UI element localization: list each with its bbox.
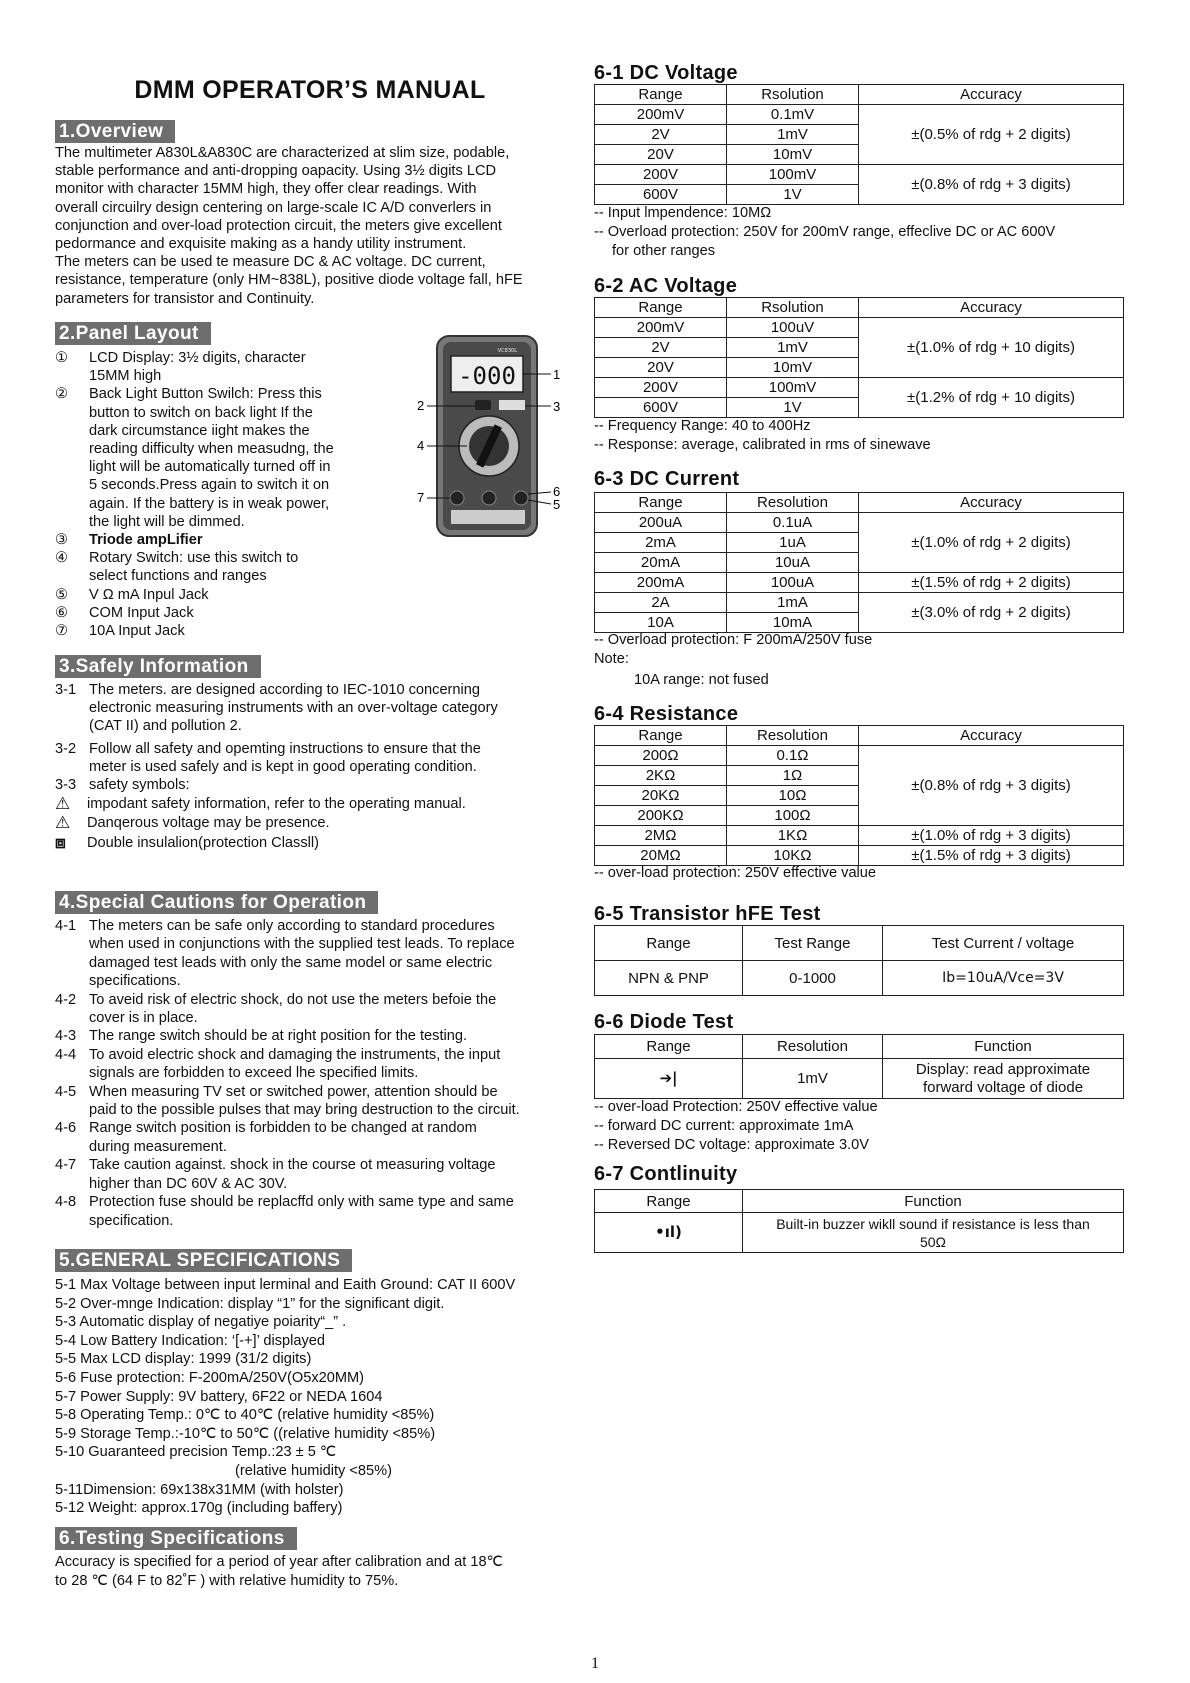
spec-line: 5-12 Weight: approx.170g (including baffery) [55, 1500, 343, 1517]
note-line: -- Response: average, calibrated in rms of sinewave [594, 437, 931, 453]
hfe-socket [499, 400, 525, 410]
table-cell: 100Ω [727, 806, 859, 826]
panel-layout-heading: 2.Panel Layout [55, 322, 211, 345]
panel-item [55, 549, 375, 585]
table-cell: 10Ω [727, 786, 859, 806]
table-cell: 1uA [727, 533, 859, 553]
table-cell: 1KΩ [727, 826, 859, 846]
accuracy-cell: ±(1.2% of rdg + 10 digits) [859, 378, 1124, 418]
note-line: 10A range: not fused [634, 672, 769, 688]
note-line: -- Overload protection: 250V for 200mV range, effeclive DC or AC 600V [594, 224, 1056, 240]
item-line: The meters can be safe only according to standard procedures [89, 918, 495, 934]
item-line: when used in conjunctions with the supplied test leads. To replace [89, 936, 515, 953]
header-cell: Rsolution [727, 298, 859, 318]
accuracy-cell: ±(1.5% of rdg + 3 digits) [859, 846, 1124, 866]
table-cell: 2MΩ [595, 826, 727, 846]
table-cell: 20V [595, 145, 727, 165]
item-number: ⑥ [55, 604, 69, 621]
item-line: Rotary Switch: use this switch to [89, 550, 299, 567]
item-line: specification. [89, 1212, 174, 1229]
safety-item [55, 740, 565, 776]
table-cell: 200mV [595, 105, 727, 125]
table-cell: 1mA [727, 593, 859, 613]
resistance-notes [594, 864, 876, 883]
caution-item [55, 1046, 565, 1083]
table-row [595, 1213, 1124, 1253]
item-line: To avoid electric shock and damaging the instruments, the input [89, 1046, 501, 1063]
note-line: -- over-load Protection: 250V effective value [594, 1099, 878, 1115]
table-cell: 0.1uA [727, 513, 859, 533]
note-line: -- over-load protection: 250V effective value [594, 865, 877, 881]
item-line: COM Input Jack [89, 604, 194, 621]
safety-heading: 3.Safely Information [55, 655, 261, 678]
item-number: ② [55, 386, 69, 403]
caution-item [55, 1083, 565, 1120]
spec-line: 5-11Dimension: 69x138x31MM (with holster) [55, 1481, 344, 1498]
callout-1: 1 [553, 367, 561, 382]
table-row [595, 573, 1124, 593]
meter-brand: VC830L [497, 348, 517, 354]
diode-test-notes [594, 1098, 878, 1155]
item-number: 4-4 [55, 1046, 77, 1063]
header-cell: Accuracy [859, 85, 1124, 105]
callout-2: 2 [417, 398, 425, 413]
table-row [595, 513, 1124, 533]
table-row [595, 378, 1124, 398]
table-cell: 200KΩ [595, 806, 727, 826]
accuracy-cell: ±(3.0% of rdg + 2 digits) [859, 593, 1124, 633]
multimeter-illustration [417, 334, 567, 538]
table-cell: 1V [727, 185, 859, 205]
note-line: -- Reversed DC voltage: approximate 3.0V [594, 1137, 869, 1153]
header-cell: Range [595, 298, 727, 318]
item-line: dark circumstance iight makes the [89, 422, 310, 439]
item-line: Range switch position is forbidden to be changed at random [89, 1120, 477, 1137]
callout-6: 6 [553, 484, 561, 499]
table-cell: 20KΩ [595, 786, 727, 806]
table-cell: 2KΩ [595, 766, 727, 786]
table-cell: 100mV [727, 165, 859, 185]
item-number: 4-6 [55, 1120, 77, 1137]
header-cell: Accuracy [859, 493, 1124, 513]
item-line: safety symbols: [89, 777, 190, 794]
panel-item [55, 349, 375, 385]
dc-voltage-notes [594, 204, 1055, 261]
spec-line: Accuracy is specified for a period of year after calibration and at 18℃ [55, 1554, 503, 1570]
resistance-title: 6-4 Resistance [594, 703, 739, 725]
item-number: 4-3 [55, 1028, 77, 1045]
item-line: select functions and ranges [89, 568, 267, 585]
item-number: ③ [55, 532, 69, 549]
table-cell: 10uA [727, 553, 859, 573]
general-spec-heading: 5.GENERAL SPECIFICATIONS [55, 1249, 352, 1272]
diode-symbol-icon: ➔| [595, 1059, 743, 1099]
function-line: Display: read approximate [915, 1060, 1091, 1078]
spec-line: 5-3 Automatic display of negatiye poiarity“_” . [55, 1314, 347, 1331]
callout-3: 3 [553, 399, 561, 414]
item-line: electronic measuring instruments with an over-voltage category [89, 700, 498, 717]
table-cell: 20V [595, 358, 727, 378]
item-number: 4-8 [55, 1194, 77, 1211]
header-cell: Resolution [727, 493, 859, 513]
dc-voltage-title: 6-1 DC Voltage [594, 62, 738, 84]
overview-line: parameters for transistor and Continuity. [55, 290, 315, 307]
header-cell: Range [595, 1190, 743, 1213]
safety-list [55, 681, 565, 853]
item-line: (CAT II) and pollution 2. [89, 718, 242, 735]
panel-item [55, 586, 375, 604]
table-cell: 600V [595, 398, 727, 418]
symbol-description: Danqerous voltage may be presence. [87, 815, 330, 832]
item-line: reading difficulty when measudng, the [89, 441, 334, 458]
overview-line: conjunction and over-load protection circuit, the meters give excellent [55, 217, 502, 234]
item-line: Protection fuse should be replacffd only with same type and same [89, 1194, 514, 1211]
v-ohm-ma-jack [514, 491, 528, 505]
panel-item [55, 385, 375, 531]
table-cell: 200V [595, 378, 727, 398]
item-line: The range switch should be at right position for the testing. [89, 1028, 468, 1045]
10a-jack [450, 491, 464, 505]
warning-triangle-icon: ⚠ [55, 794, 71, 815]
table-cell: 1Ω [727, 766, 859, 786]
header-cell: Function [883, 1035, 1124, 1059]
table-cell: 1mV [727, 338, 859, 358]
dc-current-table [594, 492, 1124, 633]
table-cell: 20mA [595, 553, 727, 573]
note-line: -- forward DC current: approximate 1mA [594, 1118, 854, 1134]
item-number: ⑦ [55, 623, 69, 640]
table-row [595, 846, 1124, 866]
table-header-row [595, 1190, 1124, 1213]
item-number: 3-3 [55, 777, 77, 794]
item-line: Back Light Button Swilch: Press this [89, 386, 322, 403]
item-line: V Ω mA Inpul Jack [89, 586, 209, 603]
item-line: Follow all safety and opemting instructions to ensure that the [89, 740, 481, 757]
table-cell: 10mV [727, 358, 859, 378]
table-cell: 2mA [595, 533, 727, 553]
header-cell: Range [595, 1035, 743, 1059]
general-spec-list [55, 1276, 565, 1518]
table-cell: 10mV [727, 145, 859, 165]
table-cell: 10mA [727, 613, 859, 633]
symbol-description: Double insulalion(protection Classll) [87, 834, 319, 851]
caution-item [55, 1193, 565, 1230]
header-cell: Range [595, 85, 727, 105]
item-line: the light will be dimmed. [89, 513, 245, 530]
table-header-row [595, 1035, 1124, 1059]
spec-line: to 28 ℃ (64 F to 82˚F ) with relative humidity to 75%. [55, 1573, 399, 1589]
item-line: paid to the possible pulses that may bring destruction to the circuit. [89, 1102, 520, 1119]
table-cell: 200mV [595, 318, 727, 338]
table-header-row [595, 493, 1124, 513]
cautions-list [55, 917, 565, 1230]
spec-line: 5-7 Power Supply: 9V battery, 6F22 or NEDA 1604 [55, 1388, 383, 1405]
spec-line: 5-4 Low Battery Indication: ‘[-+]’ displayed [55, 1332, 325, 1349]
item-number: 3-2 [55, 740, 77, 757]
table-cell: 20MΩ [595, 846, 727, 866]
table-header-row [595, 298, 1124, 318]
spec-line: 5-8 Operating Temp.: 0℃ to 40℃ (relative humidity <85%) [55, 1407, 435, 1424]
spec-line: 5-5 Max LCD display: 1999 (31/2 digits) [55, 1351, 312, 1368]
table-cell: 1mV [727, 125, 859, 145]
overview-heading: 1.Overview [55, 120, 175, 143]
symbol-description: impodant safety information, refer to the operating manual. [87, 796, 466, 813]
table-cell: 1mV [743, 1059, 883, 1099]
item-line: button to switch on back light If the [89, 404, 313, 421]
accuracy-cell: ±(1.0% of rdg + 3 digits) [859, 826, 1124, 846]
item-number: 3-1 [55, 682, 77, 698]
table-cell: 100uA [727, 573, 859, 593]
header-cell: Resolution [727, 726, 859, 746]
spec-line: 5-1 Max Voltage between input lerminal and Eaith Ground: CAT II 600V [55, 1277, 516, 1293]
callout-5: 5 [553, 497, 561, 512]
note-line: -- Input lmpendence: 10MΩ [594, 205, 772, 221]
table-cell: 600V [595, 185, 727, 205]
header-cell: Accuracy [859, 726, 1124, 746]
table-row [595, 165, 1124, 185]
table-cell: 10A [595, 613, 727, 633]
item-number: ① [55, 350, 69, 366]
page-number: 1 [591, 1655, 599, 1672]
caution-item [55, 991, 565, 1028]
table-cell: 0-1000 [743, 961, 883, 996]
table-row [595, 318, 1124, 338]
diode-test-table [594, 1034, 1124, 1099]
table-cell: 0.1Ω [727, 746, 859, 766]
item-line: 15MM high [89, 368, 162, 385]
item-line: cover is in place. [89, 1010, 198, 1027]
item-line: 10A Input Jack [89, 623, 185, 640]
overview-line: The multimeter A830L&A830C are characterized at slim size, podable, [55, 145, 510, 161]
overview-line: overall circuilry design centering on large-scale IC A/D converlers in [55, 199, 492, 216]
table-header-row [595, 926, 1124, 961]
item-number: 4-1 [55, 918, 77, 934]
ac-voltage-table [594, 297, 1124, 418]
table-header-row [595, 726, 1124, 746]
item-number: 4-5 [55, 1083, 77, 1100]
lcd-display: -000 [458, 362, 516, 390]
table-cell: 0.1mV [727, 105, 859, 125]
item-line: When measuring TV set or switched power, attention should be [89, 1083, 498, 1100]
table-cell: 200mA [595, 573, 727, 593]
header-cell: Range [595, 926, 743, 961]
testing-spec-text [55, 1553, 565, 1591]
caution-item [55, 1027, 565, 1045]
table-cell: 10KΩ [727, 846, 859, 866]
function-line: forward voltage of diode [922, 1078, 1084, 1096]
panel-layout-list [55, 349, 375, 640]
table-cell: 100mV [727, 378, 859, 398]
document-title: DMM OPERATOR’S MANUAL [134, 76, 486, 104]
header-cell: Range [595, 726, 727, 746]
item-line: To aveid risk of electric shock, do not use the meters befoie the [89, 991, 497, 1008]
table-row [595, 961, 1124, 996]
item-number: 4-7 [55, 1157, 77, 1174]
note-line: -- Frequency Range: 40 to 400Hz [594, 418, 811, 434]
overview-line: pedormance and exquisite making as a handy utility instrument. [55, 236, 467, 253]
dc-current-notes [594, 631, 872, 690]
table-row [595, 593, 1124, 613]
header-cell: Resolution [743, 1035, 883, 1059]
item-line: Triode ampLifier [89, 532, 203, 549]
accuracy-cell: ±(0.5% of rdg + 2 digits) [859, 105, 1124, 165]
spec-line: 5-6 Fuse protection: F-200mA/250V(O5x20MM) [55, 1369, 365, 1386]
overview-text [55, 144, 565, 308]
double-insulation-icon: ⧈ [55, 832, 66, 853]
table-cell: NPN & PNP [595, 961, 743, 996]
accuracy-cell: ±(1.0% of rdg + 2 digits) [859, 513, 1124, 573]
item-line: meter is used safely and is kept in good operating condition. [89, 758, 477, 775]
ac-voltage-title: 6-2 AC Voltage [594, 275, 738, 297]
caution-item [55, 1156, 565, 1193]
safety-symbol-row [55, 795, 565, 813]
overview-line: stable performance and anti-dropping oapacity. Using 3½ digits LCD [55, 163, 497, 180]
item-line: 5 seconds.Press again to switch it on [89, 477, 330, 494]
spec-line: 5-9 Storage Temp.:-10℃ to 50℃ ((relative humidity <85%) [55, 1425, 436, 1442]
table-row [595, 826, 1124, 846]
table-row [595, 746, 1124, 766]
function-line: 50Ω [919, 1233, 947, 1250]
panel-item [55, 531, 375, 549]
item-line: Take caution against. shock in the course ot measuring voltage [89, 1157, 496, 1174]
table-header-row [595, 85, 1124, 105]
overview-line: resistance, temperature (only HM~838L), positive diode voltage fall, hFE [55, 272, 523, 289]
accuracy-cell: ±(0.8% of rdg + 3 digits) [859, 165, 1124, 205]
backlight-button [475, 400, 491, 410]
item-line: again. If the battery is in weak power, [89, 495, 330, 512]
header-cell: Test Current / voltage [883, 926, 1124, 961]
diode-test-title: 6-6 Diode Test [594, 1011, 734, 1033]
panel-item [55, 622, 375, 640]
note-line: Note: [594, 651, 629, 667]
caution-item [55, 1119, 565, 1156]
function-cell [883, 1059, 1124, 1099]
item-line: during measurement. [89, 1138, 227, 1155]
item-line: LCD Display: 3½ digits, character [89, 350, 306, 366]
table-cell: 100uV [727, 318, 859, 338]
table-cell: 2A [595, 593, 727, 613]
caution-item [55, 917, 565, 991]
spec-line: (relative humidity <85%) [235, 1462, 392, 1479]
item-line: The meters. are designed according to IEC-1010 concerning [89, 682, 481, 698]
header-cell: Accuracy [859, 298, 1124, 318]
hfe-table [594, 925, 1124, 996]
table-cell: Ib=10uA/Vce=3V [883, 961, 1124, 996]
safety-item [55, 681, 565, 736]
function-line: Built-in buzzer wikll sound if resistance is less than [776, 1215, 1090, 1232]
header-cell: Function [743, 1190, 1124, 1213]
table-cell: 200Ω [595, 746, 727, 766]
item-line: light will be automatically turned off in [89, 459, 331, 476]
note-line: for other ranges [612, 243, 716, 259]
header-cell: Range [595, 493, 727, 513]
safety-item [55, 776, 565, 794]
safety-symbol-row [55, 834, 565, 852]
spec-line: 5-2 Over-mnge Indication: display “1” for the significant digit. [55, 1295, 445, 1312]
panel-item [55, 604, 375, 622]
continuity-table [594, 1189, 1124, 1253]
item-line: signals are forbidden to exceed lhe specified limits. [89, 1065, 419, 1082]
table-cell: 200uA [595, 513, 727, 533]
header-cell: Test Range [743, 926, 883, 961]
function-cell [743, 1213, 1124, 1253]
table-cell: 2V [595, 125, 727, 145]
item-number: 4-2 [55, 991, 77, 1008]
buzzer-icon: •ıl) [595, 1213, 743, 1253]
accuracy-cell: ±(0.8% of rdg + 3 digits) [859, 746, 1124, 826]
note-line: -- Overload protection: F 200mA/250V fuse [594, 632, 873, 648]
testing-spec-heading: 6.Testing Specifications [55, 1527, 297, 1550]
dc-voltage-table [594, 84, 1124, 205]
callout-4: 4 [417, 438, 425, 453]
overview-line: The meters can be used te measure DC & AC voltage. DC current, [55, 254, 486, 271]
item-number: ④ [55, 550, 69, 567]
item-line: specifications. [89, 973, 181, 990]
high-voltage-icon: ⚠ [55, 813, 71, 834]
cautions-heading: 4.Special Cautions for Operation [55, 891, 378, 914]
callout-7: 7 [417, 490, 425, 505]
com-jack [482, 491, 496, 505]
accuracy-cell: ±(1.5% of rdg + 2 digits) [859, 573, 1124, 593]
ac-voltage-notes [594, 417, 931, 455]
item-line: damaged test leads with only the same model or same electric [89, 954, 493, 971]
overview-line: monitor with character 15MM high, they offer clear readings. With [55, 181, 477, 198]
safety-symbol-row [55, 814, 565, 832]
header-cell: Rsolution [727, 85, 859, 105]
table-cell: 1V [727, 398, 859, 418]
resistance-table [594, 725, 1124, 866]
accuracy-cell: ±(1.0% of rdg + 10 digits) [859, 318, 1124, 378]
item-line: higher than DC 60V & AC 30V. [89, 1175, 288, 1192]
table-row [595, 105, 1124, 125]
dc-current-title: 6-3 DC Current [594, 468, 740, 490]
table-row [595, 1059, 1124, 1099]
table-cell: 200V [595, 165, 727, 185]
spec-line: 5-10 Guaranteed precision Temp.:23 ± 5 ℃ [55, 1444, 337, 1461]
hfe-title: 6-5 Transistor hFE Test [594, 903, 821, 925]
continuity-title: 6-7 Contlinuity [594, 1163, 738, 1185]
table-cell: 2V [595, 338, 727, 358]
item-number: ⑤ [55, 586, 69, 603]
